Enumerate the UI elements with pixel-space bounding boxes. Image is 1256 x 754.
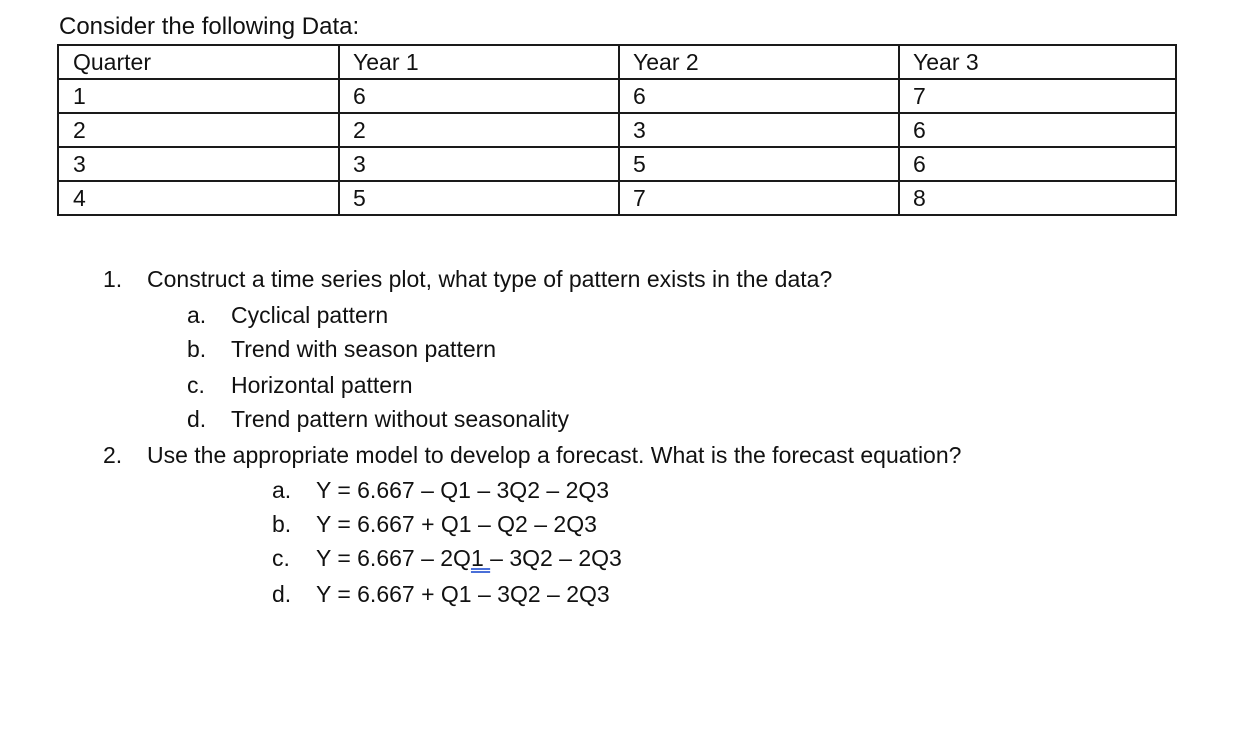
question-2-option-a: [272, 473, 609, 507]
data-table: [57, 44, 1177, 216]
header-year-1: Year 1: [339, 45, 619, 79]
table-row: [58, 181, 1176, 215]
question-2: [103, 438, 961, 472]
header-year-2: Year 2: [619, 45, 899, 79]
question-2-option-d: [272, 577, 610, 611]
option-text: Trend pattern without seasonality: [231, 406, 569, 432]
table-cell: 5: [619, 147, 899, 181]
intro-heading: Consider the following Data:: [59, 13, 360, 40]
table-cell: 3: [58, 147, 339, 181]
question-text: Construct a time series plot, what type of pattern exists in the data?: [147, 266, 833, 292]
question-2-option-c: [272, 541, 622, 575]
table-cell: 7: [899, 79, 1176, 113]
table-cell: 2: [58, 113, 339, 147]
question-1: [103, 262, 832, 296]
option-letter: a.: [272, 477, 292, 503]
header-year-3: Year 3: [899, 45, 1176, 79]
option-letter: d.: [187, 406, 207, 432]
option-text: Cyclical pattern: [231, 302, 389, 328]
option-letter: b.: [272, 511, 292, 537]
table-header-row: [58, 45, 1176, 79]
question-1-option-b: [187, 332, 496, 366]
question-1-option-d: [187, 402, 569, 436]
option-letter: c.: [272, 545, 290, 571]
option-text-marked: 1: [470, 545, 491, 571]
table-cell: 3: [339, 147, 619, 181]
table-row: [58, 147, 1176, 181]
option-text-after: – 3Q2 – 2Q3: [490, 545, 622, 571]
option-text: Y = 6.667 + Q1 – 3Q2 – 2Q3: [316, 581, 610, 607]
question-number: 2.: [103, 442, 123, 468]
option-letter: c.: [187, 372, 205, 398]
option-text-before: Y = 6.667 – 2Q: [316, 545, 471, 571]
table-cell: 6: [339, 79, 619, 113]
question-number: 1.: [103, 266, 123, 292]
question-2-option-b: [272, 507, 597, 541]
option-letter: b.: [187, 336, 207, 362]
table-cell: 6: [619, 79, 899, 113]
table-cell: 2: [339, 113, 619, 147]
table-cell: 8: [899, 181, 1176, 215]
question-1-option-a: [187, 298, 388, 332]
table-cell: 7: [619, 181, 899, 215]
question-1-option-c: [187, 368, 413, 402]
table-row: [58, 79, 1176, 113]
option-letter: d.: [272, 581, 292, 607]
option-text: Y = 6.667 + Q1 – Q2 – 2Q3: [316, 511, 597, 537]
table-cell: 4: [58, 181, 339, 215]
question-text: Use the appropriate model to develop a forecast. What is the forecast equation?: [147, 442, 962, 468]
table-cell: 6: [899, 113, 1176, 147]
option-letter: a.: [187, 302, 207, 328]
table-cell: 5: [339, 181, 619, 215]
option-text: Horizontal pattern: [231, 372, 413, 398]
table-cell: 3: [619, 113, 899, 147]
option-text: Trend with season pattern: [231, 336, 497, 362]
table-cell: 1: [58, 79, 339, 113]
table-cell: 6: [899, 147, 1176, 181]
option-text: Y = 6.667 – Q1 – 3Q2 – 2Q3: [316, 477, 610, 503]
table-row: [58, 113, 1176, 147]
header-quarter: Quarter: [58, 45, 339, 79]
